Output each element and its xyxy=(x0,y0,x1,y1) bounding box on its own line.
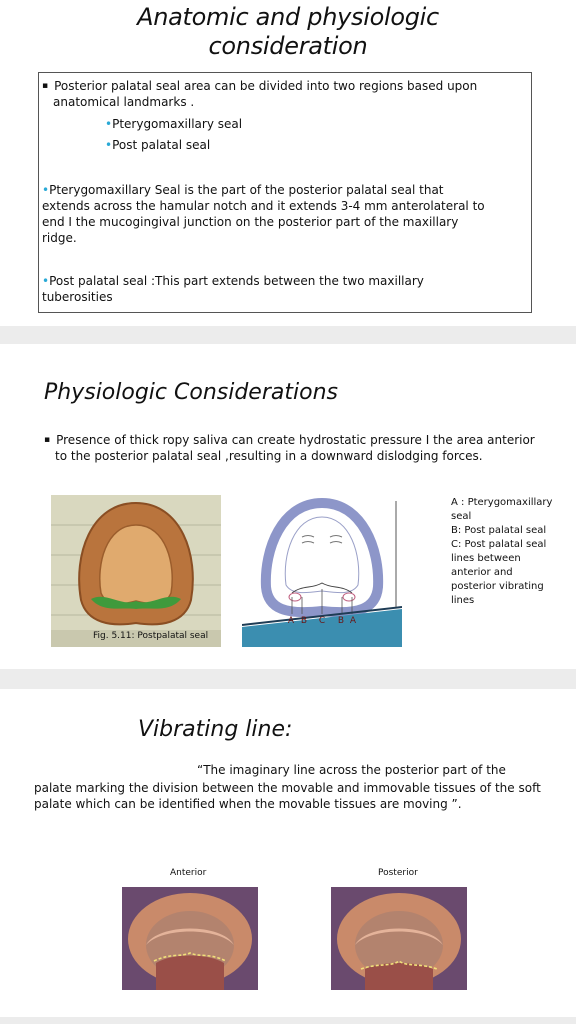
bullet-dot-icon: • xyxy=(42,274,50,288)
title-line-2: consideration xyxy=(208,32,368,60)
ptm-line-2: extends across the hamular notch and it extends 3-4 mm anterolateral to xyxy=(42,199,485,213)
bullet-line-1: Presence of thick ropy saliva can create hydrostatic pressure I the area anterior xyxy=(56,433,535,447)
ptm-line-4: ridge. xyxy=(42,231,77,245)
diagram-label-b: B xyxy=(300,616,308,626)
intro-bullet xyxy=(42,78,477,94)
legend-line: A : Pterygomaxillary xyxy=(451,497,553,508)
quote-line-3: palate which can be identified when the movable tissues are moving ”. xyxy=(34,797,462,811)
quote-line-1: “The imaginary line across the posterior part of the xyxy=(197,763,506,777)
physiologic-bullet xyxy=(44,432,535,464)
ptm-line-3: end I the mucogingival junction on the posterior part of the maxillary xyxy=(42,215,459,229)
ptm-paragraph xyxy=(42,182,485,246)
pps-line-1: Post palatal seal :This part extends between the two maxillary xyxy=(49,274,424,288)
posterior-palate-photo xyxy=(331,887,467,990)
diagram-label-b: B xyxy=(337,616,345,626)
anterior-palate-photo xyxy=(122,887,258,990)
legend-line: C: Post palatal seal xyxy=(451,539,547,550)
posterior-palatal-seal-diagram xyxy=(242,497,402,647)
legend-line: posterior vibrating xyxy=(451,581,544,592)
bullet-dot-icon: • xyxy=(42,183,50,197)
list-item xyxy=(105,116,242,132)
diagram-label-c: C xyxy=(318,616,326,626)
list-item xyxy=(105,137,210,153)
list-item-label: Pterygomaxillary seal xyxy=(112,117,243,131)
bullet-icon: ▪ xyxy=(42,81,49,91)
slide3-title: Vibrating line: xyxy=(138,717,293,742)
bullet-dot-icon: • xyxy=(105,117,113,131)
intro-line-1: Posterior palatal seal area can be divided into two regions based upon xyxy=(54,79,478,93)
slide1-title xyxy=(0,3,576,61)
bullet-icon: ▪ xyxy=(44,435,51,445)
title-line-1: Anatomic and physiologic xyxy=(137,3,439,31)
ptm-line-1: Pterygomaxillary Seal is the part of the posterior palatal seal that xyxy=(49,183,444,197)
bullet-dot-icon: • xyxy=(105,138,113,152)
diagram-label-a: A xyxy=(349,616,357,626)
pps-line-2: tuberosities xyxy=(42,290,113,304)
slide-physiologic xyxy=(0,344,576,669)
legend-line: seal xyxy=(451,511,472,522)
legend-line: lines xyxy=(451,595,475,606)
posterior-label: Posterior xyxy=(378,868,418,878)
slide-anatomic xyxy=(0,0,576,326)
legend-line: anterior and xyxy=(451,567,513,578)
figure-caption: Fig. 5.11: Postpalatal seal xyxy=(93,631,209,641)
bullet-line-2: to the posterior palatal seal ,resulting in a downward dislodging forces. xyxy=(55,449,483,463)
diagram-label-a: A xyxy=(287,616,295,626)
list-item-label: Post palatal seal xyxy=(112,138,211,152)
legend-line: B: Post palatal seal xyxy=(451,525,547,536)
slide-vibrating-line xyxy=(0,689,576,1017)
diagram-legend xyxy=(451,496,561,608)
pps-paragraph xyxy=(42,273,424,305)
postpalatal-seal-photo xyxy=(51,495,221,647)
anterior-label: Anterior xyxy=(170,868,207,878)
legend-line: lines between xyxy=(451,553,521,564)
slide2-title: Physiologic Considerations xyxy=(44,380,338,405)
intro-line-2: anatomical landmarks . xyxy=(53,95,195,109)
quote-line-2: palate marking the division between the movable and immovable tissues of the soft xyxy=(34,781,541,795)
